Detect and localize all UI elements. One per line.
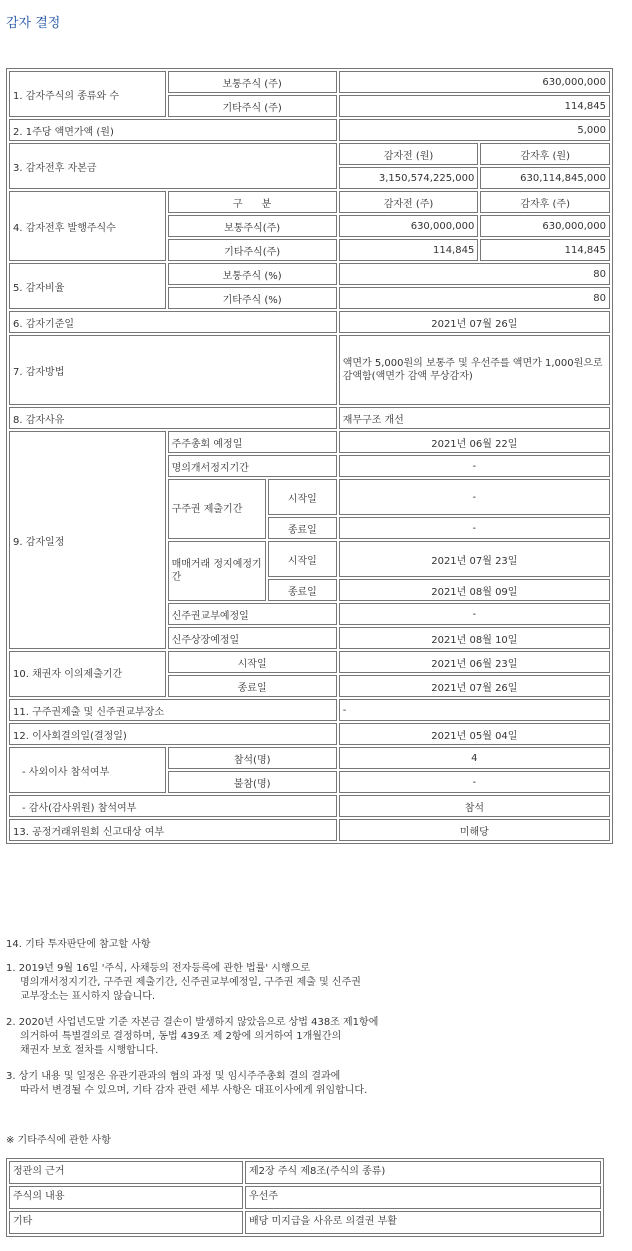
cell-label: 불참(명) [168,771,337,793]
column-header: 구 분 [168,191,337,213]
cell-value: - [339,455,610,477]
cell-value: 2021년 06월 23일 [339,651,610,673]
table-row [9,723,610,745]
note-line: 2. 2020년 사업년도말 기준 자본금 결손이 발생하지 않았음으로 상법 438조 제1항에 [6,1017,379,1028]
row-label: 13. 공정거래위원회 신고대상 여부 [9,819,337,841]
page-title: 감자 결정 [6,16,61,31]
cell-value: 114,845 [339,239,479,261]
cell-label: 기타 [9,1211,243,1234]
cell-label: 주식의 내용 [9,1186,243,1209]
cell-value: 2021년 05월 04일 [339,723,610,745]
cell-value: 2021년 08월 10일 [339,627,610,649]
row-label: 6. 감자기준일 [9,311,337,333]
cell-value: 4 [339,747,610,769]
cell-label: 기타주식 (%) [168,287,337,309]
cell-value: 액면가 5,000원의 보통주 및 우선주를 액면가 1,000원으로 감액함(액면가 감액 무상감자) [339,335,610,405]
reference-title: ※ 기타주식에 관한 사항 [6,1135,111,1146]
note-line: 따라서 변경될 수 있으며, 기타 감자 관련 세부 사항은 대표이사에게 위임합니다. [20,1085,368,1096]
cell-label: 신주권교부예정일 [168,603,337,625]
table-row [9,1211,601,1234]
table-row [9,191,610,213]
row-label: 8. 감자사유 [9,407,337,429]
table-row [9,263,610,285]
note-line: 명의개서정지기간, 구주권 제출기간, 신주권교부예정일, 구주권 제출 및 신주권 [20,977,361,988]
cell-value: 5,000 [339,119,610,141]
note-item [6,1016,626,1058]
cell-label: 참석(명) [168,747,337,769]
note-line: 1. 2019년 9월 16일 '주식, 사채등의 전자등록에 관한 법률' 시행으로 [6,963,310,974]
cell-label: 기타주식(주) [168,239,337,261]
cell-value: 3,150,574,225,000 [339,167,479,189]
cell-label: 종료일 [168,675,337,697]
table-row [9,819,610,841]
row-label: 5. 감자비율 [9,263,166,309]
row-label: 1. 감자주식의 종류와 수 [9,71,166,117]
cell-value: 참석 [339,795,610,817]
cell-value: 630,114,845,000 [480,167,610,189]
cell-value: 2021년 07월 23일 [339,541,610,577]
table-row [9,1161,601,1184]
table-row [9,311,610,333]
cell-value: - [339,699,610,721]
row-label: - 사외이사 참석여부 [9,747,166,793]
table-row [9,407,610,429]
table-row [9,795,610,817]
table-row [9,747,610,769]
table-row [9,1186,601,1209]
cell-value: 2021년 08월 09일 [339,579,610,601]
cell-value: - [339,479,610,515]
cell-value: 배당 미지급을 사유로 의결권 부활 [245,1211,601,1234]
cell-label: 명의개서정지기간 [168,455,337,477]
cell-value: 630,000,000 [480,215,610,237]
cell-value: 114,845 [339,95,610,117]
row-label: 9. 감자일정 [9,431,166,649]
note-item [6,962,626,1004]
row-label: 4. 감자전후 발행주식수 [9,191,166,261]
cell-value: 80 [339,263,610,285]
cell-label: 신주상장예정일 [168,627,337,649]
row-label: 12. 이사회결의일(결정일) [9,723,337,745]
row-label: 7. 감자방법 [9,335,337,405]
cell-value: 2021년 07월 26일 [339,311,610,333]
note-line: 채권자 보호 절차를 시행합니다. [20,1045,159,1056]
cell-label: 정관의 근거 [9,1161,243,1184]
cell-value: 630,000,000 [339,215,479,237]
notes-title: 14. 기타 투자판단에 참고할 사항 [6,939,151,950]
cell-label: 매매거래 정지예정기간 [168,541,266,601]
note-item [6,1070,626,1098]
cell-label: 보통주식 (%) [168,263,337,285]
cell-value: 제2장 주식 제8조(주식의 종류) [245,1161,601,1184]
row-label: 11. 구주권제출 및 신주권교부장소 [9,699,337,721]
note-line: 의거하여 특별결의로 결정하며, 동법 439조 제 2항에 의거하여 1개월간의 [20,1031,342,1042]
note-line: 3. 상기 내용 및 일정은 유관기관과의 협의 과정 및 임시주주총회 결의 결과에 [6,1071,341,1082]
cell-label: 시작일 [268,479,337,515]
table-row [9,119,610,141]
cell-value: 우선주 [245,1186,601,1209]
column-header: 감자전 (주) [339,191,479,213]
cell-label: 종료일 [268,517,337,539]
table-row [9,143,610,165]
cell-value: 80 [339,287,610,309]
column-header: 감자후 (원) [480,143,610,165]
capital-reduction-table [6,68,613,844]
cell-label: 시작일 [268,541,337,577]
cell-value: 미해당 [339,819,610,841]
table-row [9,651,610,673]
table-row [9,335,610,405]
cell-label: 주주총회 예정일 [168,431,337,453]
column-header: 감자후 (주) [480,191,610,213]
row-label: 2. 1주당 액면가액 (원) [9,119,337,141]
cell-value: 2021년 06월 22일 [339,431,610,453]
cell-value: - [339,517,610,539]
row-label: 3. 감자전후 자본금 [9,143,337,189]
cell-label: 보통주식(주) [168,215,337,237]
note-line: 교부장소는 표시하지 않습니다. [20,991,156,1002]
column-header: 감자전 (원) [339,143,479,165]
other-shares-table [6,1158,604,1237]
cell-label: 보통주식 (주) [168,71,337,93]
cell-value: 114,845 [480,239,610,261]
cell-label: 시작일 [168,651,337,673]
row-label: - 감사(감사위원) 참석여부 [9,795,337,817]
cell-value: 2021년 07월 26일 [339,675,610,697]
table-row [9,71,610,93]
cell-value: - [339,771,610,793]
cell-label: 구주권 제출기간 [168,479,266,539]
row-label: 10. 채권자 이의제출기간 [9,651,166,697]
cell-value: 재무구조 개선 [339,407,610,429]
table-row [9,699,610,721]
investment-notes [6,938,626,1110]
cell-value: - [339,603,610,625]
cell-value: 630,000,000 [339,71,610,93]
cell-label: 종료일 [268,579,337,601]
table-row [9,431,610,453]
cell-label: 기타주식 (주) [168,95,337,117]
